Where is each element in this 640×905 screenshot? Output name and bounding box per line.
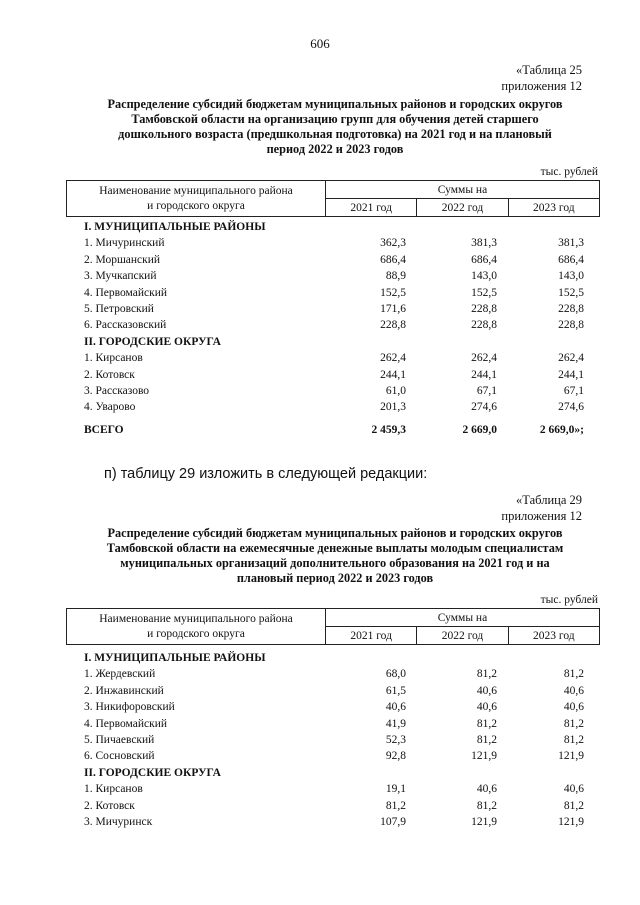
table-row: [84, 399, 584, 415]
value-2022: 81,2: [476, 734, 497, 747]
table25-name-column-header: [67, 181, 326, 217]
value-2021: 244,1: [380, 368, 406, 381]
table29-title-line: Тамбовской области на ежемесячные денежные выплаты молодым специалистам: [106, 541, 564, 555]
row-name: 2. Котовск: [84, 799, 135, 812]
table25-ref-line1: «Таблица 25: [516, 63, 582, 77]
value-2022: 274,6: [471, 401, 497, 414]
value-2022: 40,6: [476, 684, 497, 697]
table-row: [84, 367, 584, 383]
value-2022: 381,3: [471, 237, 497, 250]
value-2022: 121,9: [471, 750, 497, 763]
row-name: 5. Петровский: [84, 303, 154, 316]
table25-title-line: Тамбовской области на организацию групп для обучения детей старшего: [131, 112, 539, 126]
value-2022: 40,6: [476, 783, 497, 796]
total-2021: 2 459,3: [371, 423, 406, 436]
header-name-line1: Наименование муниципального района: [99, 612, 293, 625]
value-2021: 686,4: [380, 253, 406, 266]
value-2021: 81,2: [385, 799, 406, 812]
value-2021: 152,5: [380, 286, 406, 299]
value-2023: 262,4: [558, 352, 584, 365]
table-row: [84, 317, 584, 333]
table-row: [84, 383, 584, 399]
value-2022: 686,4: [471, 253, 497, 266]
value-2021: 61,5: [385, 684, 406, 697]
value-2021: 262,4: [380, 352, 406, 365]
row-name: 1. Кирсанов: [84, 352, 143, 365]
value-2021: 41,9: [385, 717, 406, 730]
value-2021: 68,0: [385, 668, 406, 681]
section-heading: II. ГОРОДСКИЕ ОКРУГА: [84, 335, 221, 348]
value-2022: 143,0: [471, 270, 497, 283]
value-2022: 228,8: [471, 319, 497, 332]
table-row: [84, 268, 584, 284]
table25-ref-line2: приложения 12: [501, 79, 582, 93]
row-name: 2. Котовск: [84, 368, 135, 381]
table-row: [84, 666, 584, 682]
table29-units: тыс. рублей: [540, 594, 598, 606]
value-2023: 274,6: [558, 401, 584, 414]
value-2022: 81,2: [476, 799, 497, 812]
row-name: 5. Пичаевский: [84, 734, 155, 747]
value-2022: 67,1: [476, 385, 497, 398]
value-2021: 52,3: [385, 734, 406, 747]
table25-reference: [501, 62, 582, 94]
value-2023: 40,6: [563, 701, 584, 714]
value-2023: 228,8: [558, 319, 584, 332]
row-name: 6. Сосновский: [84, 750, 155, 763]
value-2023: 81,2: [563, 668, 584, 681]
table-row: [84, 235, 584, 251]
table25-title-line: период 2022 и 2023 годов: [266, 142, 404, 156]
table29-title-line: муниципальных организаций дополнительного образования на 2021 год и на: [120, 556, 550, 570]
row-name: 4. Уварово: [84, 401, 136, 414]
table29-ref-line1: «Таблица 29: [516, 493, 582, 507]
table25-title-line: Распределение субсидий бюджетам муниципальных районов и городских округов: [107, 97, 563, 111]
table-row: [84, 814, 584, 830]
value-2021: 201,3: [380, 401, 406, 414]
table-row: [84, 301, 584, 317]
table-row: [84, 285, 584, 301]
value-2022: 40,6: [476, 701, 497, 714]
value-2022: 262,4: [471, 352, 497, 365]
table25-body: [84, 219, 584, 438]
row-name: 3. Никифоровский: [84, 701, 175, 714]
table29-body: [84, 650, 584, 830]
table29-title: [70, 526, 600, 586]
row-name: 1. Кирсанов: [84, 783, 143, 796]
row-name: 3. Мичуринск: [84, 816, 153, 829]
table29-title-line: плановый период 2022 и 2023 годов: [236, 571, 434, 585]
value-2022: 81,2: [476, 668, 497, 681]
value-2023: 121,9: [558, 750, 584, 763]
value-2023: 121,9: [558, 816, 584, 829]
value-2023: 244,1: [558, 368, 584, 381]
value-2023: 67,1: [563, 385, 584, 398]
table29-year-2022-header: 2022 год: [417, 627, 508, 645]
value-2022: 121,9: [471, 816, 497, 829]
total-row: [84, 416, 584, 438]
table25-year-2021-header: 2021 год: [326, 199, 417, 217]
total-2022: 2 669,0: [462, 423, 497, 436]
row-name: 6. Рассказовский: [84, 319, 167, 332]
value-2023: 81,2: [563, 799, 584, 812]
total-2023: 2 669,0»;: [539, 423, 584, 436]
row-name: 2. Инжавинский: [84, 684, 164, 697]
row-name: 4. Первомайский: [84, 286, 167, 299]
table25-sums-header: Суммы на: [326, 181, 600, 199]
table29-year-2023-header: 2023 год: [508, 627, 599, 645]
value-2023: 40,6: [563, 783, 584, 796]
value-2022: 228,8: [471, 303, 497, 316]
table25-year-2023-header: 2023 год: [508, 199, 599, 217]
value-2022: 81,2: [476, 717, 497, 730]
table-row: [84, 252, 584, 268]
table-row: [84, 798, 584, 814]
table25-title: [70, 97, 600, 157]
row-name: 2. Моршанский: [84, 253, 161, 266]
value-2021: 61,0: [385, 385, 406, 398]
header-name-line2: и городского округа: [147, 627, 245, 640]
value-2022: 152,5: [471, 286, 497, 299]
table25-title-line: дошкольного возраста (предшкольная подготовка) на 2021 год и на плановый: [118, 127, 552, 141]
table29-title-line: Распределение субсидий бюджетам муниципальных районов и городских округов: [107, 526, 563, 540]
value-2021: 362,3: [380, 237, 406, 250]
total-label: ВСЕГО: [84, 423, 124, 436]
table25-units: тыс. рублей: [540, 166, 598, 178]
table29-ref-line2: приложения 12: [501, 509, 582, 523]
section-heading: I. МУНИЦИПАЛЬНЫЕ РАЙОНЫ: [84, 652, 266, 664]
table29-sums-header: Суммы на: [326, 609, 600, 627]
row-name: 3. Мучкапский: [84, 270, 157, 283]
value-2021: 107,9: [380, 816, 406, 829]
table-row: [84, 732, 584, 748]
table25-header: [66, 180, 600, 217]
header-name-line2: и городского округа: [147, 199, 245, 212]
value-2023: 228,8: [558, 303, 584, 316]
table25-year-2022-header: 2022 год: [417, 199, 508, 217]
table-row: [84, 350, 584, 366]
table-row: [84, 683, 584, 699]
value-2023: 40,6: [563, 684, 584, 697]
value-2021: 88,9: [385, 270, 406, 283]
value-2021: 228,8: [380, 319, 406, 332]
table29-header: [66, 608, 600, 645]
section-heading: II. ГОРОДСКИЕ ОКРУГА: [84, 766, 221, 779]
value-2023: 81,2: [563, 734, 584, 747]
value-2023: 143,0: [558, 270, 584, 283]
table-row: [84, 781, 584, 797]
value-2023: 152,5: [558, 286, 584, 299]
value-2022: 244,1: [471, 368, 497, 381]
row-name: 4. Первомайский: [84, 717, 167, 730]
header-name-line1: Наименование муниципального района: [99, 184, 293, 197]
value-2023: 686,4: [558, 253, 584, 266]
table29-reference: [501, 492, 582, 524]
section-heading: I. МУНИЦИПАЛЬНЫЕ РАЙОНЫ: [84, 221, 266, 233]
table-row: [84, 716, 584, 732]
table29-name-column-header: [67, 609, 326, 645]
table-row: [84, 748, 584, 764]
value-2021: 40,6: [385, 701, 406, 714]
row-name: 1. Жердевский: [84, 668, 156, 681]
intro-paragraph: п) таблицу 29 изложить в следующей редакции:: [104, 466, 428, 482]
row-name: 3. Рассказово: [84, 385, 150, 398]
value-2023: 381,3: [558, 237, 584, 250]
table29-year-2021-header: 2021 год: [326, 627, 417, 645]
value-2023: 81,2: [563, 717, 584, 730]
row-name: 1. Мичуринский: [84, 237, 165, 250]
value-2021: 19,1: [385, 783, 406, 796]
page-number: 606: [310, 36, 330, 51]
value-2021: 171,6: [380, 303, 406, 316]
value-2021: 92,8: [385, 750, 406, 763]
table-row: [84, 699, 584, 715]
